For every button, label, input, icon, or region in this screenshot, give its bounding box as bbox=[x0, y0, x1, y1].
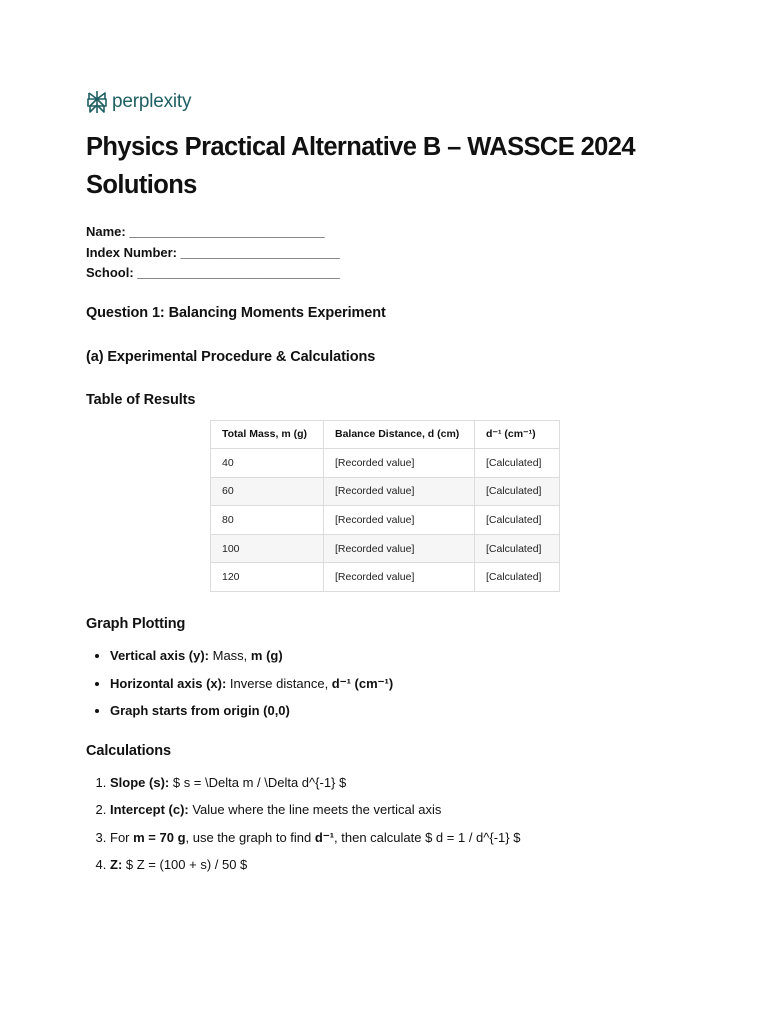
cell-distance: [Recorded value] bbox=[324, 449, 475, 478]
school-label: School: bbox=[86, 265, 134, 280]
vertical-axis-unit: m (g) bbox=[250, 648, 283, 664]
vertical-axis-text: Mass, bbox=[209, 648, 251, 664]
part-heading: (a) Experimental Procedure & Calculations bbox=[86, 348, 376, 365]
table-heading: Table of Results bbox=[86, 391, 196, 408]
cell-distance: [Recorded value] bbox=[324, 563, 475, 592]
table-row bbox=[211, 449, 560, 478]
index-number-label: Index Number: bbox=[86, 244, 178, 260]
horizontal-axis-text: Inverse distance, bbox=[226, 675, 332, 691]
brand-name: perplexity bbox=[112, 91, 192, 112]
cell-inverse: [Calculated] bbox=[475, 534, 560, 563]
question-heading: Question 1: Balancing Moments Experiment bbox=[86, 304, 386, 321]
cell-mass: 120 bbox=[211, 563, 324, 592]
origin-note: Graph starts from origin (0,0) bbox=[110, 703, 290, 719]
name-blank: ___________________________ bbox=[129, 224, 325, 239]
header-distance: Balance Distance, d (cm) bbox=[324, 420, 475, 449]
horizontal-axis-unit: d⁻¹ (cm⁻¹) bbox=[331, 675, 394, 691]
horizontal-axis-label: Horizontal axis (x): bbox=[110, 675, 227, 691]
slope-label: Slope (s): bbox=[110, 774, 170, 790]
cell-mass: 100 bbox=[211, 534, 324, 563]
mass-value: m = 70 g bbox=[133, 829, 186, 845]
z-formula: $ Z = (100 + s) / 50 $ bbox=[122, 857, 248, 873]
table-row bbox=[211, 477, 560, 506]
table-header-row bbox=[211, 420, 560, 449]
cell-inverse: [Calculated] bbox=[475, 506, 560, 535]
graph-heading: Graph Plotting bbox=[86, 616, 186, 633]
brand-logo bbox=[86, 88, 686, 116]
list-item bbox=[110, 851, 686, 879]
school-blank: ____________________________ bbox=[137, 265, 340, 280]
intercept-text: Value where the line meets the vertical axis bbox=[188, 802, 442, 818]
slope-formula: $ s = \Delta m / \Delta d^{-1} $ bbox=[169, 774, 347, 790]
calculations-list bbox=[86, 769, 686, 879]
for-end: , then calculate $ d = 1 / d^{-1} $ bbox=[334, 829, 521, 845]
document-page bbox=[86, 88, 686, 879]
list-item bbox=[110, 697, 686, 725]
school-field bbox=[86, 263, 686, 284]
name-field bbox=[86, 222, 686, 243]
cell-inverse: [Calculated] bbox=[475, 563, 560, 592]
inverse-distance-symbol: d⁻¹ bbox=[314, 829, 335, 845]
table-row bbox=[211, 563, 560, 592]
index-number-field bbox=[86, 243, 686, 264]
cell-distance: [Recorded value] bbox=[324, 534, 475, 563]
list-item bbox=[110, 769, 686, 797]
name-label: Name: bbox=[86, 224, 126, 239]
vertical-axis-label: Vertical axis (y): bbox=[110, 648, 209, 664]
cell-distance: [Recorded value] bbox=[324, 477, 475, 506]
header-mass: Total Mass, m (g) bbox=[211, 420, 324, 449]
for-prefix: For bbox=[110, 829, 134, 845]
cell-inverse: [Calculated] bbox=[475, 477, 560, 506]
perplexity-logo-icon bbox=[86, 90, 108, 114]
list-item bbox=[110, 670, 686, 698]
for-middle: , use the graph to find bbox=[185, 829, 315, 845]
cell-mass: 80 bbox=[211, 506, 324, 535]
list-item bbox=[110, 796, 686, 824]
cell-inverse: [Calculated] bbox=[475, 449, 560, 478]
student-fields bbox=[86, 222, 686, 284]
cell-mass: 40 bbox=[211, 449, 324, 478]
calculations-heading: Calculations bbox=[86, 742, 172, 759]
header-inverse-distance: d⁻¹ (cm⁻¹) bbox=[475, 420, 560, 449]
cell-distance: [Recorded value] bbox=[324, 506, 475, 535]
z-label: Z: bbox=[110, 857, 123, 873]
cell-mass: 60 bbox=[211, 477, 324, 506]
results-table bbox=[210, 420, 560, 593]
table-row bbox=[211, 506, 560, 535]
intercept-label: Intercept (c): bbox=[110, 802, 189, 818]
graph-list bbox=[86, 642, 686, 725]
list-item bbox=[110, 824, 686, 852]
document-title: Physics Practical Alternative B – WASSCE 2024 Solutions bbox=[86, 133, 635, 199]
table-row bbox=[211, 534, 560, 563]
index-number-blank: ______________________ bbox=[180, 244, 340, 260]
list-item bbox=[110, 642, 686, 670]
